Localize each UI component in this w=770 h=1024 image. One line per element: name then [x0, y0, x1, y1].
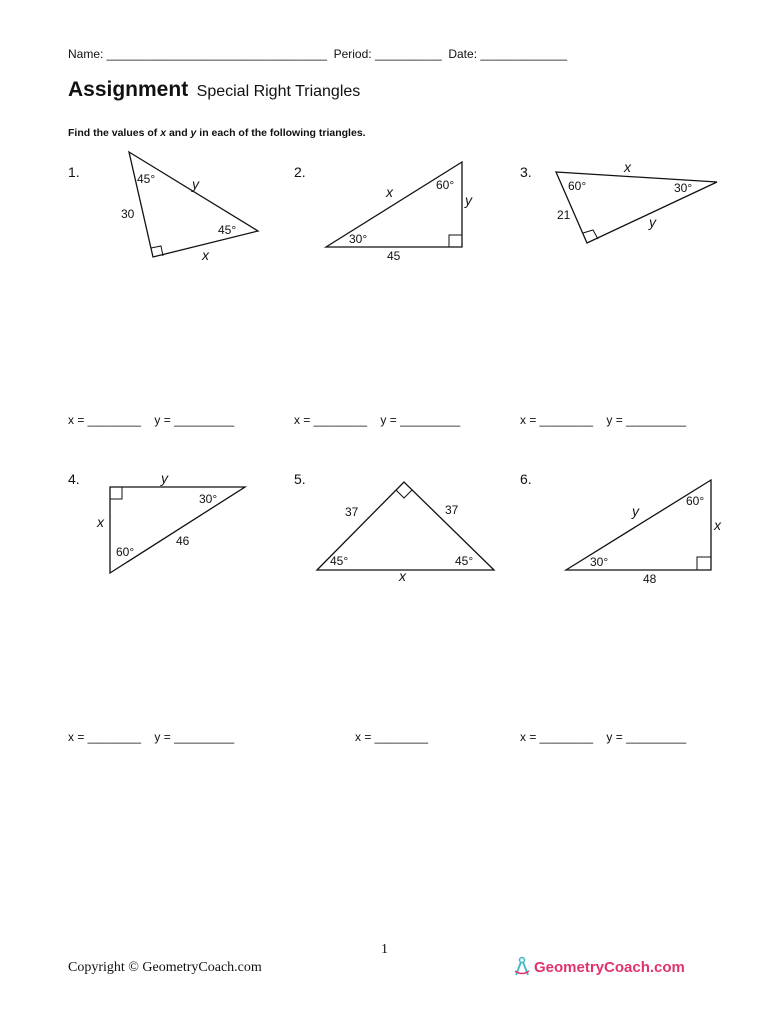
compass-icon [512, 956, 532, 978]
triangle-5-right-angle: 45° [455, 554, 474, 568]
problem-1-number: 1. [68, 164, 80, 180]
triangle-5-right-side: 37 [445, 503, 459, 517]
triangle-5-bottom-side: x [399, 568, 406, 584]
triangle-6 [566, 480, 722, 586]
triangle-1-bottom-angle: 45° [218, 223, 237, 237]
problem-3-number: 3. [520, 164, 532, 180]
problem-2-answer-line[interactable]: x = ________ y = _________ [294, 413, 461, 427]
triangle-2-shape [326, 162, 462, 247]
triangle-3 [556, 159, 717, 243]
triangle-4-hyp: 46 [176, 534, 190, 548]
page-number: 1 [381, 942, 388, 957]
triangle-3-right-angle: 30° [674, 181, 693, 195]
title-assignment: Assignment [68, 78, 189, 101]
name-period-date-line: Name: _________________________________ Period: __________ Date: _____________ [68, 47, 568, 61]
triangle-3-top-side: x [624, 159, 631, 175]
problem-5-answer-line[interactable]: x = ________ [355, 730, 429, 744]
triangle-4-bottom-angle: 60° [116, 545, 135, 559]
triangle-6-right-side: x [714, 517, 721, 533]
triangle-2-hyp: x [386, 184, 393, 200]
triangle-2-bottom-side: 45 [387, 249, 401, 263]
problem-3-answer-line[interactable]: x = ________ y = _________ [520, 413, 687, 427]
instructions-y: y [190, 127, 197, 139]
triangle-6-top-angle: 60° [686, 494, 705, 508]
instructions-suffix: in each of the following triangles. [196, 127, 366, 139]
triangle-2-right-angle-mark [449, 235, 462, 247]
triangle-3-bottom-side: y [649, 214, 656, 230]
instructions-mid: and [166, 127, 191, 139]
triangle-2 [326, 162, 473, 263]
triangle-1-shape [129, 152, 258, 257]
triangle-1-top-angle: 45° [137, 172, 156, 186]
triangle-1 [121, 152, 258, 263]
title-subtitle: Special Right Triangles [196, 83, 361, 100]
triangle-6-right-angle-mark [697, 557, 711, 570]
triangle-6-left-angle: 30° [590, 555, 609, 569]
problem-6-answer-line[interactable]: x = ________ y = _________ [520, 730, 687, 744]
triangle-3-left-side: 21 [557, 208, 571, 222]
triangle-5-left-angle: 45° [330, 554, 349, 568]
triangle-4-top-side: y [161, 470, 168, 486]
brand-name: GeometryCoach.com [534, 958, 685, 976]
problem-4-number: 4. [68, 471, 80, 487]
triangle-3-left-angle: 60° [568, 179, 587, 193]
triangle-2-left-angle: 30° [349, 232, 368, 246]
problem-2-number: 2. [294, 164, 306, 180]
triangle-5 [317, 482, 494, 584]
triangle-1-left-side: 30 [121, 207, 135, 221]
triangle-4 [96, 470, 245, 573]
problem-5-number: 5. [294, 471, 306, 487]
triangle-4-right-angle-mark [110, 487, 122, 499]
triangle-1-bottom-side: x [202, 247, 209, 263]
instructions-x: x [160, 127, 167, 139]
copyright-notice: Copyright © GeometryCoach.com [68, 960, 262, 975]
problem-4-answer-line[interactable]: x = ________ y = _________ [68, 730, 235, 744]
triangle-2-right-side: y [465, 192, 472, 208]
triangle-5-left-side: 37 [345, 505, 359, 519]
instructions-prefix: Find the values of [68, 127, 161, 139]
triangle-4-right-angle: 30° [199, 492, 218, 506]
brand-logo [512, 956, 685, 978]
triangle-4-shape [110, 487, 245, 573]
triangle-1-hyp: y [192, 176, 199, 192]
triangle-2-top-angle: 60° [436, 178, 455, 192]
problem-1-answer-line[interactable]: x = ________ y = _________ [68, 413, 235, 427]
triangle-5-right-angle-mark [396, 490, 412, 498]
triangle-4-left-side: x [97, 514, 104, 530]
problem-6-number: 6. [520, 471, 532, 487]
triangle-6-hyp: y [632, 503, 639, 519]
triangle-6-bottom-side: 48 [643, 572, 657, 586]
